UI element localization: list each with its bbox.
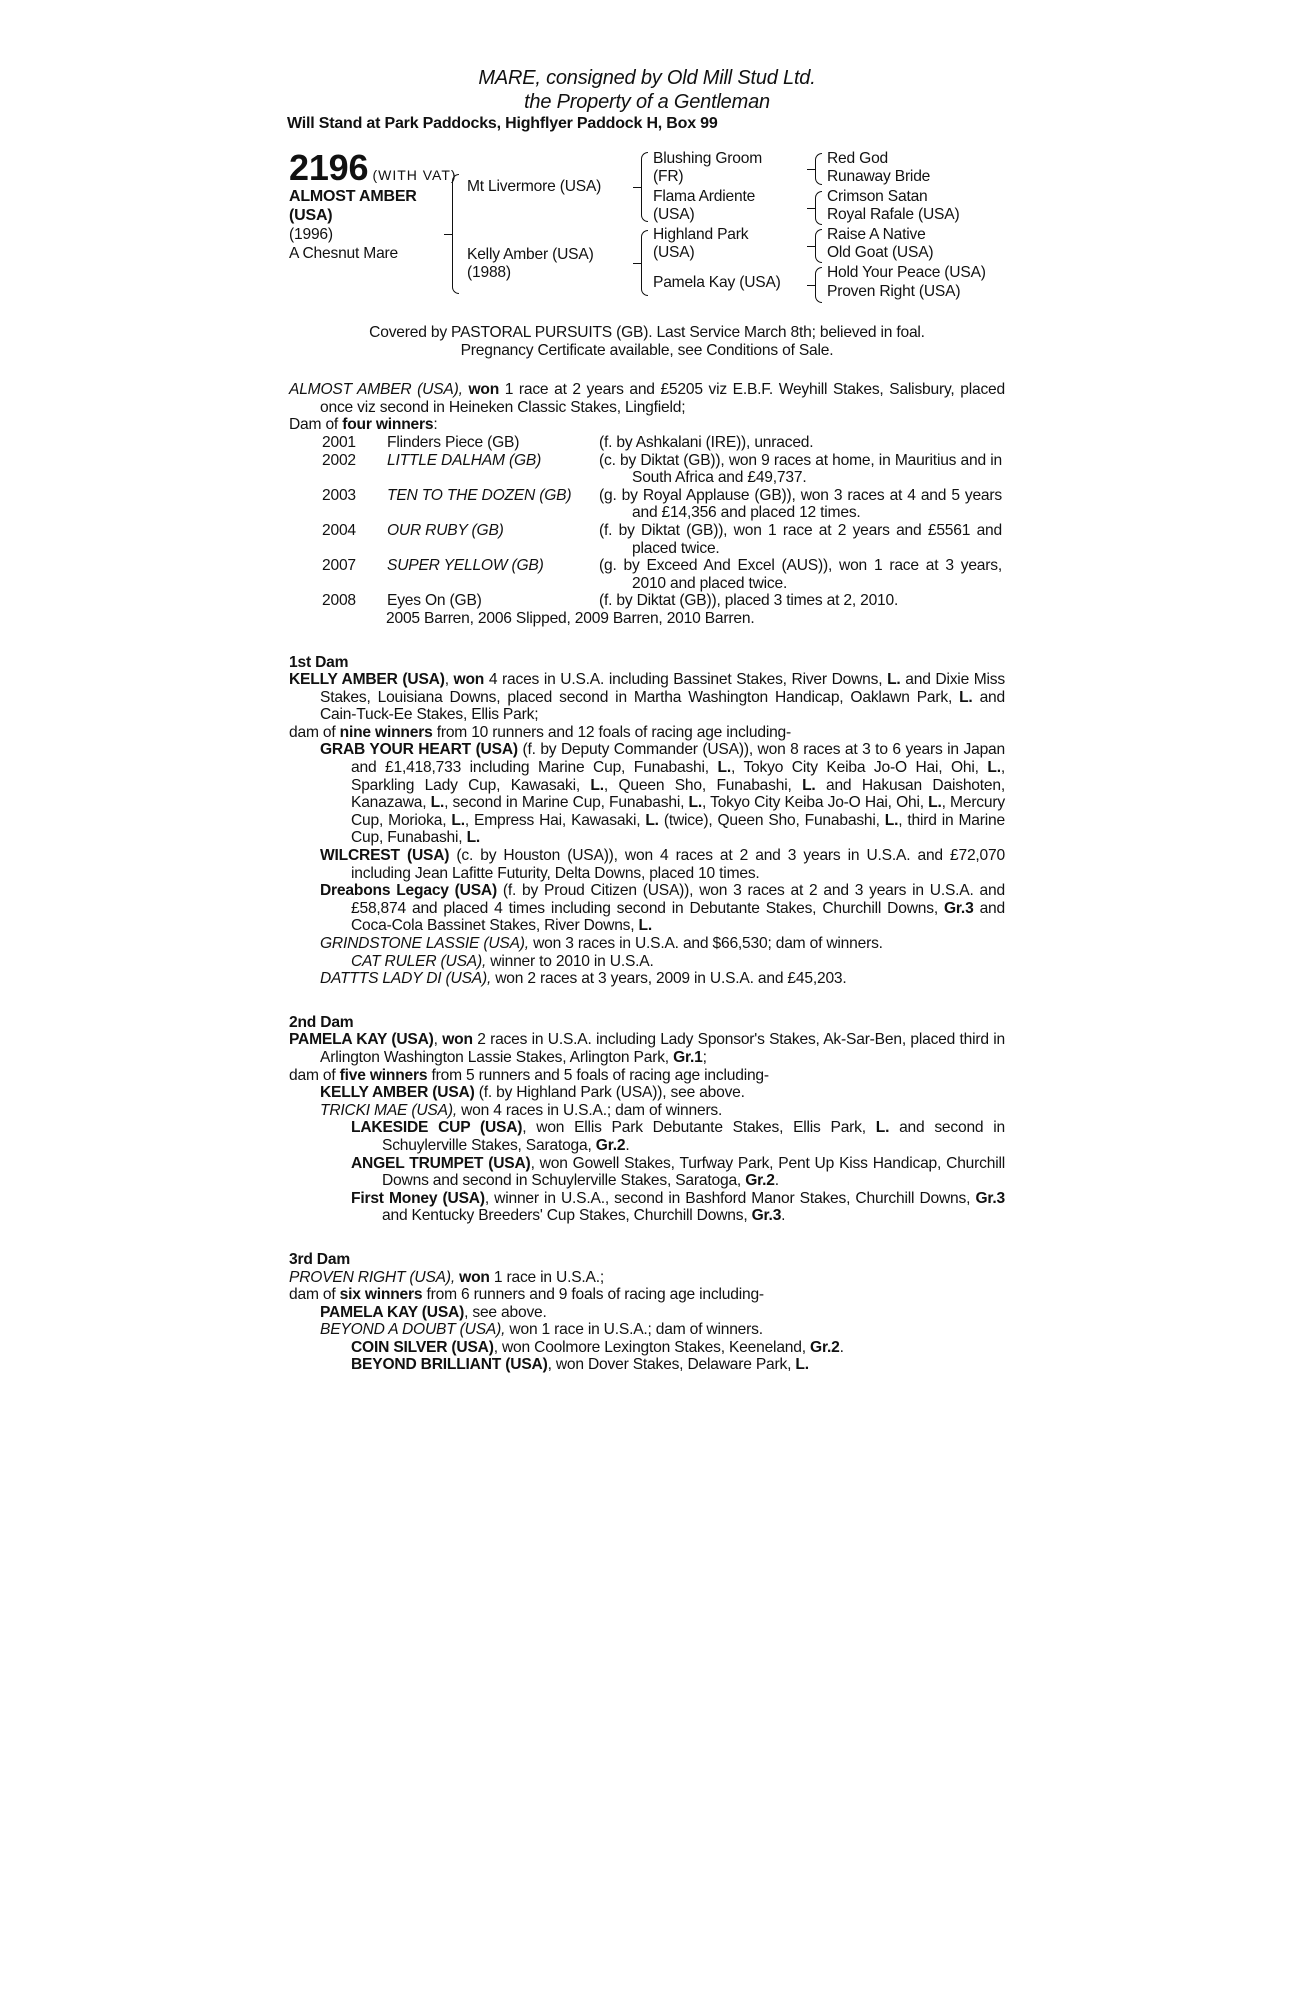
horse-year: (1996) (289, 226, 333, 243)
horse-name: ALMOST AMBER (289, 188, 417, 205)
sire-name: Mt Livermore (USA) (467, 178, 602, 195)
table-row: 2002 LITTLE DALHAM (GB) (c. by Diktat (GB)), won 9 races at home, in Mauritius and in South Africa and £49,737. (322, 451, 1002, 487)
list-item: WILCREST (USA) (c. by Houston (USA)), won 4 races at 2 and 3 years in U.S.A. and £72,070 including Jean Lafitte Futurity, Delta Downs, placed 10 times. (320, 847, 1005, 882)
barren-note: 2005 Barren, 2006 Slipped, 2009 Barren, 2010 Barren. (386, 609, 755, 627)
gg-sire-3: Raise A Native (827, 226, 926, 243)
property-line: the Property of a Gentleman (524, 91, 770, 113)
lot-number: 2196 (289, 147, 369, 188)
list-item: PAMELA KAY (USA), see above. (320, 1303, 547, 1321)
third-dam-heading: 3rd Dam (289, 1250, 350, 1268)
table-row: 2004 OUR RUBY (GB) (f. by Diktat (GB)), won 1 race at 2 years and £5561 and placed twice. (322, 521, 1002, 557)
list-item: DATTTS LADY DI (USA), won 2 races at 3 years, 2009 in U.S.A. and £45,203. (320, 970, 847, 988)
table-row: 2001 Flinders Piece (GB) (f. by Ashkalani (IRE)), unraced. (322, 433, 814, 451)
mare-record (289, 381, 1005, 416)
mare-record-text: 1 race at 2 years and £5205 viz E.B.F. Weyhill Stakes, Salisbury, placed once viz second in Heineken Classic Stakes, Lingfield; (320, 381, 1005, 416)
grandsire-1-country: (FR) (653, 168, 684, 185)
table-row: 2007 SUPER YELLOW (GB) (g. by Exceed And Excel (AUS)), won 1 race at 3 years, 2010 and placed twice. (322, 557, 1002, 592)
list-item: TRICKI MAE (USA), won 4 races in U.S.A.; dam of winners. (320, 1101, 723, 1119)
pedigree-brace-gg3 (815, 229, 822, 263)
pedigree-brace-gg2 (815, 191, 822, 225)
dam-name: Kelly Amber (USA) (467, 246, 594, 263)
granddam-1-country: (USA) (653, 206, 695, 223)
grandsire-2-country: (USA) (653, 244, 695, 261)
list-item: COIN SILVER (USA), won Coolmore Lexington Stakes, Keeneland, Gr.2. (351, 1338, 844, 1356)
list-item: GRINDSTONE LASSIE (USA), won 3 races in U.S.A. and $66,530; dam of winners. (320, 935, 883, 952)
list-item: LAKESIDE CUP (USA), won Ellis Park Debutante Stakes, Ellis Park, L. and second in Schuylerville Stakes, Saratoga, Gr.2. (351, 1119, 1005, 1154)
second-dam-heading: 2nd Dam (289, 1013, 354, 1031)
gg-dam-3: Old Goat (USA) (827, 244, 934, 261)
gg-dam-2: Royal Rafale (USA) (827, 206, 960, 223)
first-dam-record: KELLY AMBER (USA), won 4 races in U.S.A. including Bassinet Stakes, River Downs, L. and Dixie Miss Stakes, Louisiana Downs, placed second in Martha Washington Handicap, Oaklawn Park, L. and Cain-Tuck-Ee Stakes, Ellis Park; (289, 671, 1005, 724)
list-item: ANGEL TRUMPET (USA), won Gowell Stakes, Turfway Park, Pent Up Kiss Handicap, Churchill Downs and second in Schuylerville Stakes, Saratoga, Gr.2. (351, 1154, 1006, 1190)
first-dam-dam-of: dam of nine winners from 10 runners and 12 foals of racing age including- (289, 723, 792, 741)
consignor-line: MARE, consigned by Old Mill Stud Ltd. (478, 67, 816, 89)
list-item: KELLY AMBER (USA) (f. by Highland Park (USA)), see above. (320, 1084, 745, 1102)
list-item: BEYOND A DOUBT (USA), won 1 race in U.S.A.; dam of winners. (320, 1321, 763, 1339)
dam-year: (1988) (467, 264, 511, 281)
second-dam-record: PAMELA KAY (USA), won 2 races in U.S.A. including Lady Sponsor's Stakes, Ak-Sar-Ben, placed third in Arlington Washington Lassie Stakes, Arlington Park, Gr.1; (289, 1031, 1006, 1066)
pedigree-brace-gg1 (815, 153, 822, 185)
mare-name: ALMOST AMBER (USA), (289, 381, 463, 399)
granddam-2: Pamela Kay (USA) (653, 274, 781, 291)
list-item: CAT RULER (USA), winner to 2010 in U.S.A. (351, 952, 654, 970)
vat-label: (WITH VAT) (372, 167, 457, 183)
third-dam-record: PROVEN RIGHT (USA), won 1 race in U.S.A.; (289, 1268, 605, 1286)
list-item: First Money (USA), winner in U.S.A., second in Bashford Manor Stakes, Churchill Downs, Gr.3 and Kentucky Breeders' Cup Stakes, Churchill Downs, Gr.3. (351, 1189, 1005, 1225)
list-item: Dreabons Legacy (USA) (f. by Proud Citizen (USA)), won 3 races at 2 and 3 years in U.S.A. and £58,874 and placed 4 times including second in Debutante Stakes, Churchill Downs, Gr.3 and Coca-Cola Bassinet Stakes, River Downs, L. (320, 882, 1005, 935)
gg-sire-2: Crimson Satan (827, 188, 928, 205)
second-dam-dam-of: dam of five winners from 5 runners and 5 foals of racing age including- (289, 1066, 769, 1084)
grandsire-2: Highland Park (653, 226, 749, 243)
progeny-table (322, 434, 1002, 610)
horse-country: (USA) (289, 207, 333, 224)
mare-won: won (468, 381, 500, 399)
grandsire-1: Blushing Groom (653, 150, 763, 167)
first-dam-heading: 1st Dam (289, 653, 349, 671)
pedigree-table (289, 147, 1005, 322)
pedigree-brace-dam (641, 230, 648, 296)
pedigree-brace-gg4 (815, 267, 822, 303)
mare-dam-of: Dam of four winners: (289, 416, 438, 434)
gg-sire-1: Red God (827, 150, 889, 167)
horse-description: A Chesnut Mare (289, 245, 399, 262)
granddam-1: Flama Ardiente (653, 188, 756, 205)
list-item: BEYOND BRILLIANT (USA), won Dover Stakes, Delaware Park, L. (351, 1356, 809, 1374)
pregnancy-line: Pregnancy Certificate available, see Conditions of Sale. (460, 341, 834, 359)
pedigree-brace-main (452, 174, 459, 294)
gg-dam-4: Proven Right (USA) (827, 283, 961, 300)
gg-dam-1: Runaway Bride (827, 168, 931, 185)
pedigree-brace-sire (641, 152, 648, 222)
covered-line: Covered by PASTORAL PURSUITS (GB). Last Service March 8th; believed in foal. (369, 324, 925, 341)
gg-sire-4: Hold Your Peace (USA) (827, 264, 986, 281)
location-line: Will Stand at Park Paddocks, Highflyer Paddock H, Box 99 (287, 115, 718, 132)
table-row: 2008 Eyes On (GB) (f. by Diktat (GB)), placed 3 times at 2, 2010. (322, 592, 899, 610)
table-row: 2003 TEN TO THE DOZEN (GB) (g. by Royal Applause (GB)), won 3 races at 4 and 5 years and £14,356 and placed 12 times. (322, 486, 1002, 522)
third-dam-dam-of: dam of six winners from 6 runners and 9 foals of racing age including- (289, 1286, 764, 1304)
list-item: GRAB YOUR HEART (USA) (f. by Deputy Commander (USA)), won 8 races at 3 to 6 years in Japan and £1,418,733 including Marine Cup, Funabashi, L., Tokyo City Keiba Jo-O Hai, Ohi, L., Sparkling Lady Cup, Kawasaki, L., Queen Sho, Funabashi, L. and Hakusan Daishoten, Kanazawa, L., second in Marine Cup, Funabashi, L., Tokyo City Keiba Jo-O Hai, Ohi, L., Mercury Cup, Morioka, L., Empress Hai, Kawasaki, L. (twice), Queen Sho, Funabashi, L., third in Marine Cup, Funabashi, L. (320, 741, 1005, 847)
catalogue-page (289, 66, 1005, 1374)
